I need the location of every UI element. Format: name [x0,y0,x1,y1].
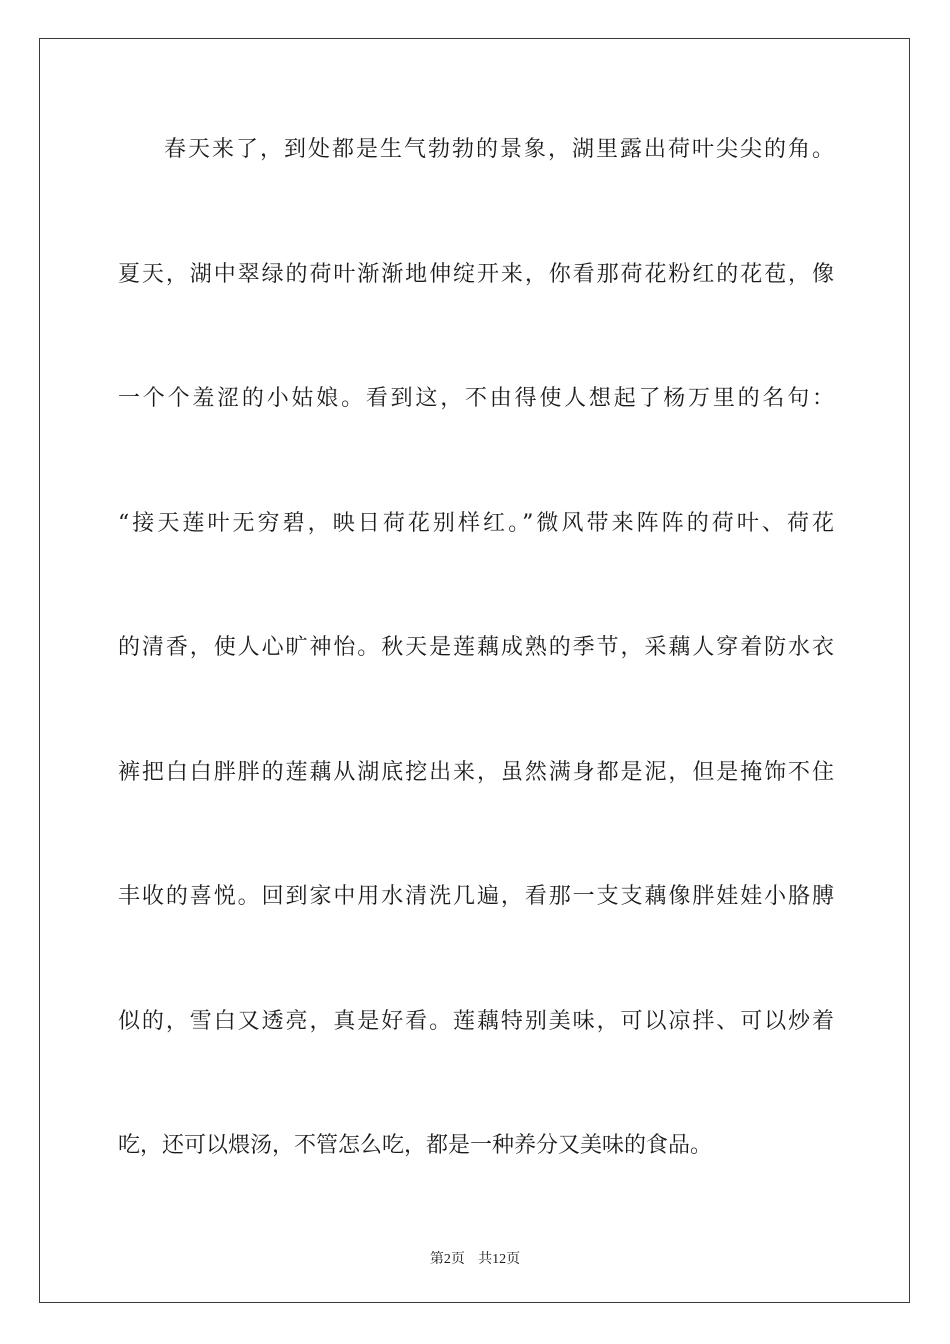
text-line: 的清香，使人心旷神怡。秋天是莲藕成熟的季节，采藕人穿着防水衣 [118,635,834,660]
text-line: 裤把白白胖胖的莲藕从湖底挖出来，虽然满身都是泥，但是掩饰不住 [118,759,834,785]
text-line: 夏天，湖中翠绿的荷叶渐渐地伸绽开来，你看那荷花粉红的花苞，像 [118,261,834,287]
text-line: 似的，雪白又透亮，真是好看。莲藕特别美味，可以凉拌、可以炒着 [118,1008,834,1034]
page-footer [0,1248,950,1268]
total-suffix: 页 [506,1251,521,1267]
text-line: 一个个羞涩的小姑娘。看到这，不由得使人想起了杨万里的名句： [118,386,834,411]
document-body [118,128,834,1249]
text-line: 吃，还可以煨汤，不管怎么吃，都是一种养分又美味的食品。 [118,1133,713,1158]
text-line: “接天莲叶无穷碧，映日荷花别样红。”微风带来阵阵的荷叶、荷花 [118,510,834,536]
total-pages: 12 [492,1252,507,1267]
page-suffix: 页 [450,1251,465,1267]
page-prefix: 第 [429,1251,444,1267]
text-line: 丰收的喜悦。回到家中用水清洗几遍，看那一支支藕像胖娃娃小胳膊 [118,884,834,909]
total-prefix: 共 [478,1251,493,1267]
text-line: 春天来了，到处都是生气勃勃的景象，湖里露出荷叶尖尖的角。 [164,137,834,162]
page-number: 2 [443,1252,451,1267]
